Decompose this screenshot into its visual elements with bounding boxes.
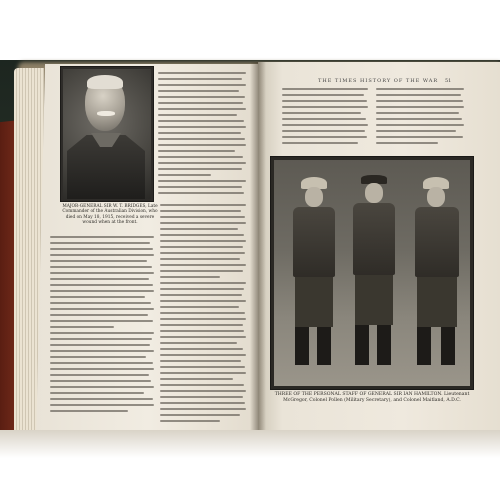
officer-tunic — [415, 207, 459, 277]
portrait-mustache — [97, 111, 115, 116]
officer-boot — [377, 325, 391, 365]
portrait-hair — [87, 75, 123, 89]
general-portrait — [60, 66, 154, 202]
officer-boot — [441, 327, 455, 365]
photo-caption: THREE OF THE PERSONAL STAFF OF GENERAL SIR IAN HAMILTON. Lieutenant McGregor, Colonel Pollen (Military Secretary), and Colonel Maitland, A.D.C. — [274, 392, 470, 403]
right-page-text-column-1 — [282, 88, 368, 150]
portrait-caption: MAJOR-GENERAL SIR W. T. BRIDGES, Late Commander of the Australian Division, who died on May 18, 1915, received a severe wound when at the front. — [62, 204, 158, 226]
officer-breeches — [355, 275, 393, 325]
running-header: THE TIMES HISTORY OF THE WAR — [318, 78, 439, 84]
staff-officers-photo — [270, 156, 474, 390]
officer-boot — [317, 327, 331, 365]
left-page-text-right-column — [160, 204, 246, 426]
right-page-text-column-2 — [376, 88, 464, 150]
officer-boot — [417, 327, 431, 365]
officer-tunic — [353, 203, 395, 275]
left-page-text-left-column — [50, 236, 154, 426]
page-number: 51 — [445, 78, 452, 84]
book-gutter — [250, 62, 266, 440]
tabletop-foreground — [0, 430, 500, 500]
officer-left — [281, 177, 341, 377]
officer-center — [343, 175, 403, 377]
officer-face — [427, 187, 445, 207]
left-page-text-top-column — [158, 72, 246, 200]
officer-breeches — [417, 277, 457, 327]
officer-face — [365, 183, 383, 203]
officer-right — [405, 177, 465, 377]
officer-face — [305, 187, 323, 207]
officer-boot — [295, 327, 309, 365]
officer-breeches — [295, 277, 333, 327]
officer-tunic — [293, 207, 335, 277]
officer-boot — [355, 325, 369, 365]
